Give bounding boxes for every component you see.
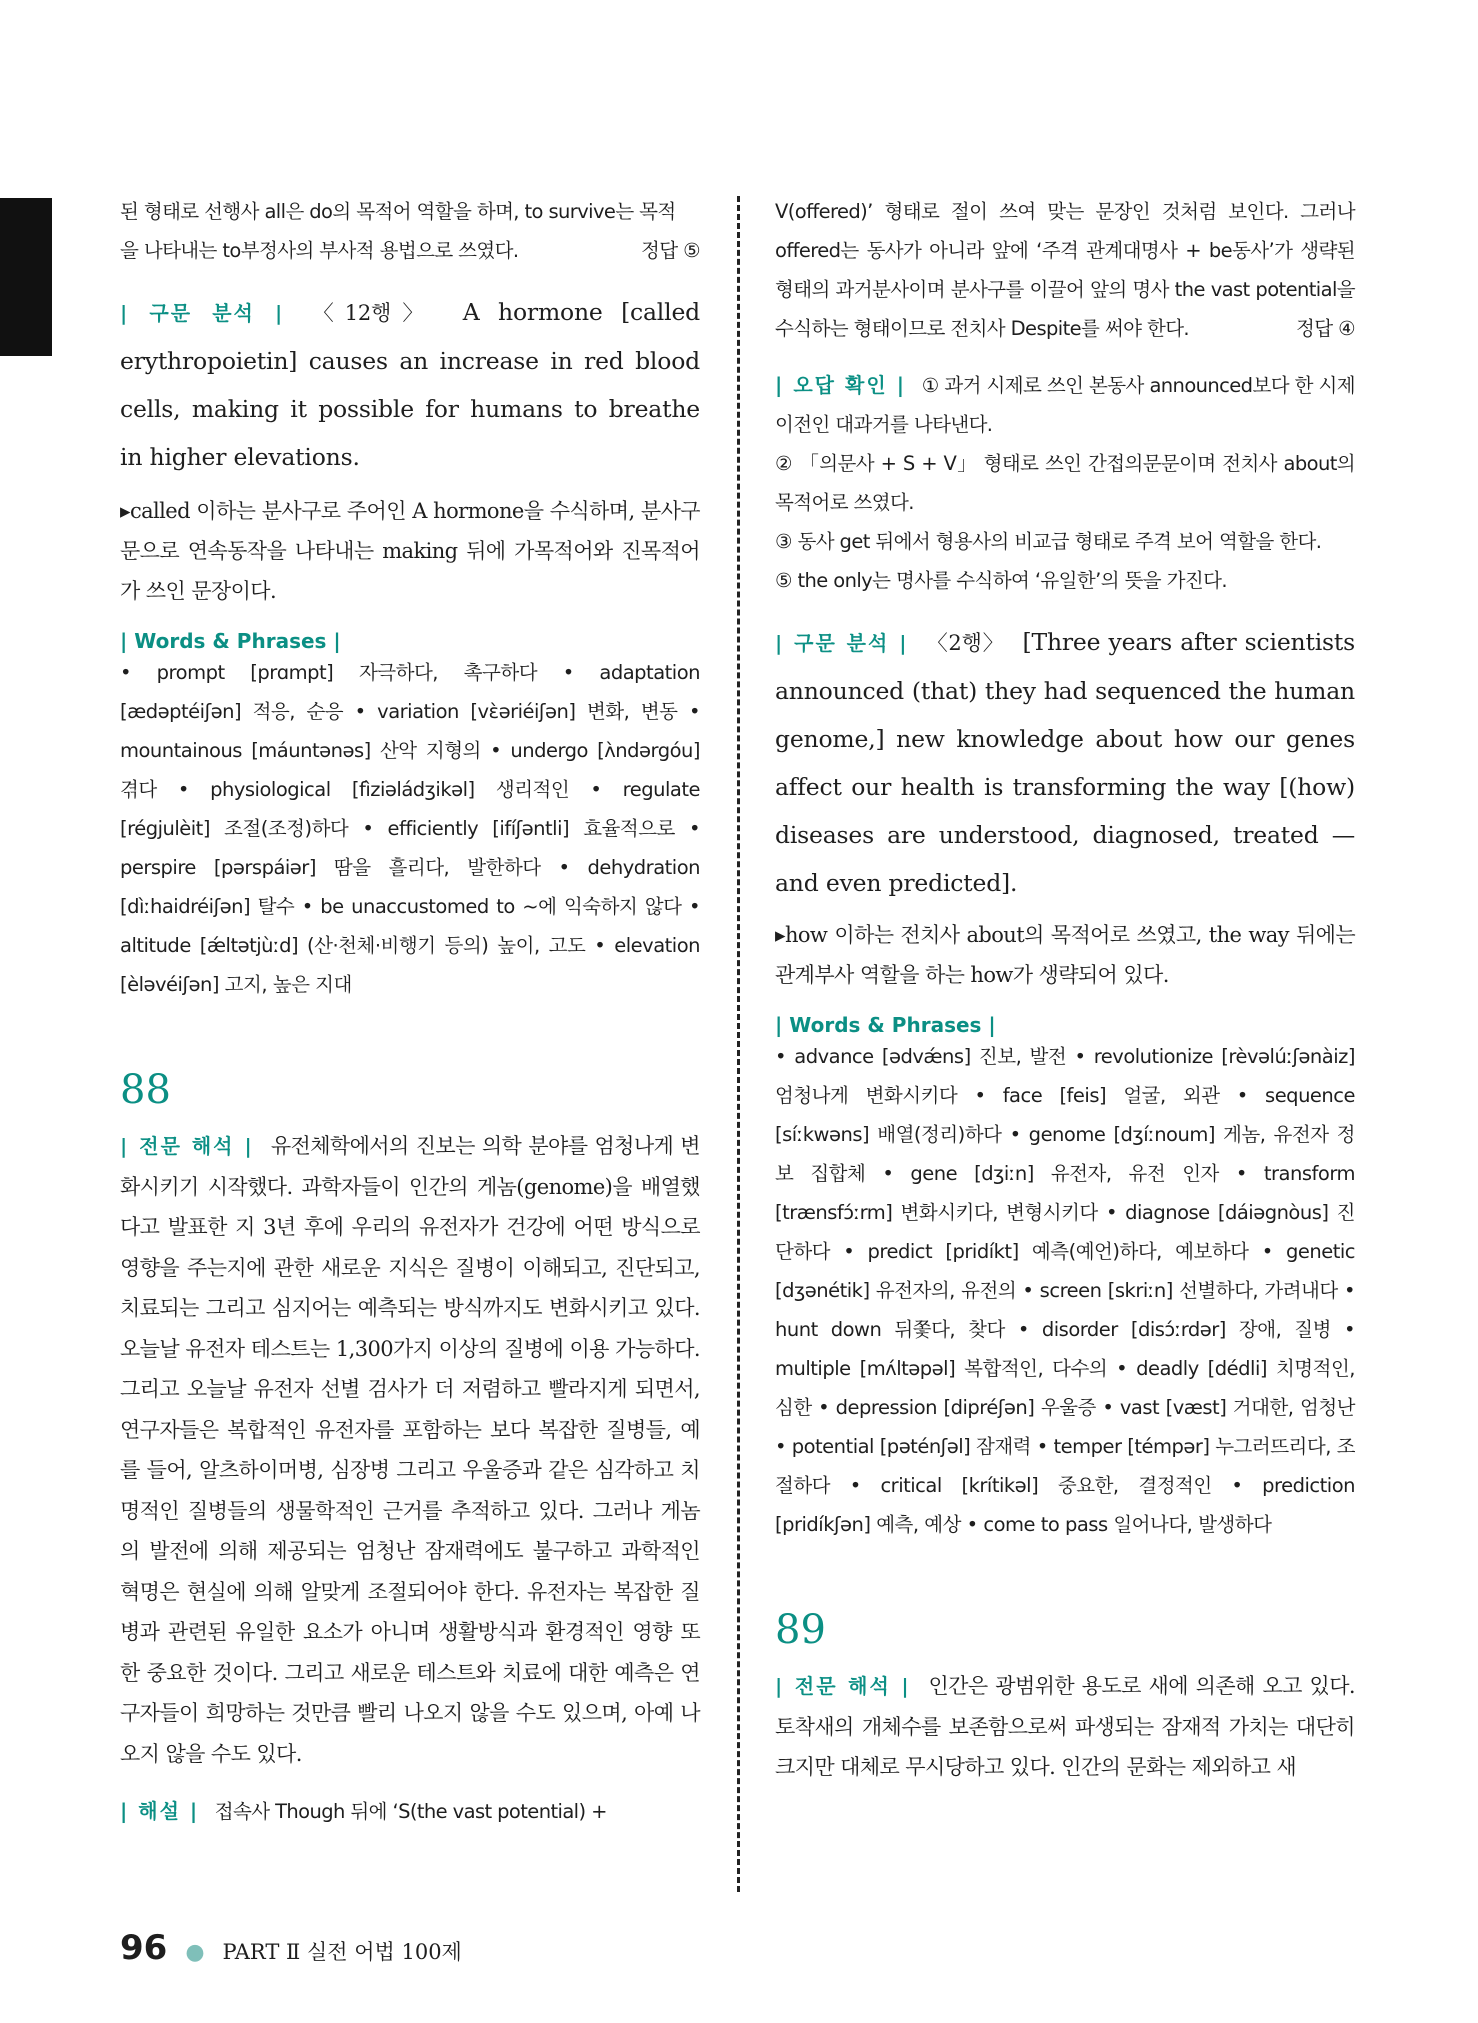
right-column — [775, 192, 1355, 1788]
page-number: 96 — [120, 1928, 168, 1968]
full-translation — [775, 1666, 1355, 1788]
section-number: 89 — [775, 1607, 826, 1653]
answer-label: 정답 ④ — [1296, 317, 1355, 340]
left-intro-line1: 된 형태로 선행사 all은 do의 목적어 역할을 하며, to survive는 목적 — [120, 200, 676, 223]
left-intro-paragraph — [120, 192, 700, 270]
error-item-1: ① 과거 시제로 쓰인 본동사 announced보다 한 시제 이전인 대과거를 나타낸다. — [775, 374, 1356, 436]
error-check-label: | 오답 확인 | — [775, 373, 907, 397]
full-translation — [120, 1126, 700, 1774]
line-reference: 〈2행〉 — [926, 631, 1005, 655]
part-title: PART Ⅱ 실전 어법 100제 — [222, 1940, 462, 1964]
syntax-analysis-label: | 구문 분석 | — [775, 631, 909, 655]
explanation-text: 접속사 Though 뒤에 ‘S(the vast potential) + — [214, 1800, 607, 1823]
right-intro-paragraph — [775, 192, 1355, 348]
right-intro-text: V(offered)’ 형태로 절이 쓰여 맞는 문장인 것처럼 보인다. 그러나 offered는 동사가 아니라 앞에 ‘주격 관계대명사 + be동사’가 생략된 형태의 과거분사이며 분사구를 이끌어 앞의 명사 the vast potential을 수식하는 형태이므로 전치사 Despite를 써야 한다. — [775, 200, 1355, 340]
syntax-analysis-note: ▸called 이하는 분사구로 주어인 A hormone을 수식하며, 분사구문으로 연속동작을 나타내는 making 뒤에 가목적어와 진목적어가 쓰인 문장이다. — [120, 499, 700, 603]
translation-label: | 전문 해석 | — [775, 1674, 911, 1698]
syntax-analysis-label: | 구문 분석 | — [120, 301, 285, 325]
answer-label: 정답 ⑤ — [641, 239, 700, 262]
syntax-analysis — [120, 288, 700, 481]
explanation — [120, 1792, 700, 1831]
error-item-2: ② 「의문사 + S + V」 형태로 쓰인 간접의문문이며 전치사 about의 목적어로 쓰였다. — [775, 452, 1355, 514]
syntax-analysis-sentence: [Three years after scientists announced (that) they had sequenced the human genome,] new knowledge about how our genes affect our health is transforming the way [(how) diseases are understood, diagnosed, treated — and even predicted]. — [775, 628, 1355, 897]
footer-dot-icon: ● — [185, 1940, 205, 1965]
words-phrases-list: • advance [ədvǽns] 진보, 발전 • revolutionize [rèvəlúːʃənàiz] 엄청나게 변화시키다 • face [feis] 얼굴, 외관 • sequence [síːkwəns] 배열(정리)하다 • genome [dʒíːnoum] 게놈, 유전자 정보 집합체 • gene [dʒiːn] 유전자, 유전 인자 • transform [trænsfɔ́ːrm] 변화시키다, 변형시키다 • diagnose [dáiəgnòus] 진단하다 • predict [pridíkt] 예측(예언)하다, 예보하다 • genetic [dʒənétik] 유전자의, 유전의 • screen [skriːn] 선별하다, 가려내다 • hunt down 뒤쫓다, 찾다 • disorder [disɔ́ːrdər] 장애, 질병 • multiple [mʌ́ltəpəl] 복합적인, 다수의 • deadly [dédli] 치명적인, 심한 • depression [dipréʃən] 우울증 • vast [væst] 거대한, 엄청난 • potential [pəténʃəl] 잠재력 • temper [témpər] 누그러뜨리다, 조절하다 • critical [krítikəl] 중요한, 결정적인 • prediction [pridíkʃən] 예측, 예상 • come to pass 일어나다, 발생하다 — [775, 1045, 1355, 1536]
words-phrases-label: | Words & Phrases | — [120, 629, 341, 653]
chapter-tab-marker — [0, 198, 52, 356]
line-reference: 〈12행〉 — [312, 301, 435, 325]
section-number: 88 — [120, 1067, 171, 1113]
explanation-label: | 해설 | — [120, 1799, 200, 1823]
error-item-3: ③ 동사 get 뒤에서 형용사의 비교급 형태로 주격 보어 역할을 한다. — [775, 530, 1322, 553]
left-column — [120, 192, 700, 1831]
words-phrases-label: | Words & Phrases | — [775, 1013, 996, 1037]
syntax-analysis-note: ▸how 이하는 전치사 about의 목적어로 쓰였고, the way 뒤에는 관계부사 역할을 하는 how가 생략되어 있다. — [775, 923, 1355, 987]
page-footer — [120, 1928, 462, 1968]
words-phrases-list: • prompt [prɑmpt] 자극하다, 촉구하다 • adaptation [ӕdəptéiʃən] 적응, 순응 • variation [vɛ̀əriéiʃən] 변화, 변동 • mountainous [máuntənəs] 산악 지형의 • undergo [ʌ̀ndərgóu] 겪다 • physiological [fìziəládʒikəl] 생리적인 • regulate [régjulèit] 조절(조정)하다 • efficiently [ifíʃəntli] 효율적으로 • perspire [pərspáiər] 땀을 흘리다, 발한하다 • dehydration [dìːhaidréiʃən] 탈수 • be unaccustomed to ~에 익숙하지 않다 • altitude [ǽltətjùːd] (산·천체·비행기 등의) 높이, 고도 • elevation [èləvéiʃən] 고지, 높은 지대 — [120, 661, 700, 996]
syntax-analysis-sentence: A hormone [called erythropoietin] causes an increase in red blood cells, making it possible for humans to breathe in higher elevations. — [120, 298, 700, 471]
syntax-analysis — [775, 618, 1355, 907]
error-item-5: ⑤ the only는 명사를 수식하여 ‘유일한’의 뜻을 가진다. — [775, 569, 1227, 592]
column-divider — [737, 196, 740, 1892]
translation-text: 유전체학에서의 진보는 의학 분야를 엄청나게 변화시키기 시작했다. 과학자들이 인간의 게놈(genome)을 배열했다고 발표한 지 3년 후에 우리의 유전자가 건강에 어떤 방식으로 영향을 주는지에 관한 새로운 지식은 질병이 이해되고, 진단되고, 치료되는 그리고 심지어는 예측되는 방식까지도 변화시키고 있다. 오늘날 유전자 테스트는 1,300가지 이상의 질병에 이용 가능하다. 그리고 오늘날 유전자 선별 검사가 더 저렴하고 빨라지게 되면서, 연구자들은 복합적인 유전자를 포함하는 보다 복잡한 질병들, 예를 들어, 알츠하이머병, 심장병 그리고 우울증과 같은 심각하고 치명적인 질병들의 생물학적인 근거를 추적하고 있다. 그러나 게놈의 발전에 의해 제공되는 엄청난 잠재력에도 불구하고 과학적인 혁명은 현실에 의해 알맞게 조절되어야 한다. 유전자는 복잡한 질병과 관련된 유일한 요소가 아니며 생활방식과 환경적인 영향 또한 중요한 것이다. 그리고 새로운 테스트와 치료에 대한 예측은 연구자들이 희망하는 것만큼 빨리 나오지 않을 수도 있으며, 아예 나오지 않을 수도 있다. — [120, 1134, 700, 1766]
left-intro-line2: 을 나타내는 to부정사의 부사적 용법으로 쓰였다. — [120, 239, 519, 262]
translation-label: | 전문 해석 | — [120, 1134, 254, 1158]
error-check — [775, 366, 1355, 600]
translation-text: 인간은 광범위한 용도로 새에 의존해 오고 있다. 토착새의 개체수를 보존함으로써 파생되는 잠재적 가치는 대단히 크지만 대체로 무시당하고 있다. 인간의 문화는 제외하고 새 — [775, 1674, 1356, 1779]
